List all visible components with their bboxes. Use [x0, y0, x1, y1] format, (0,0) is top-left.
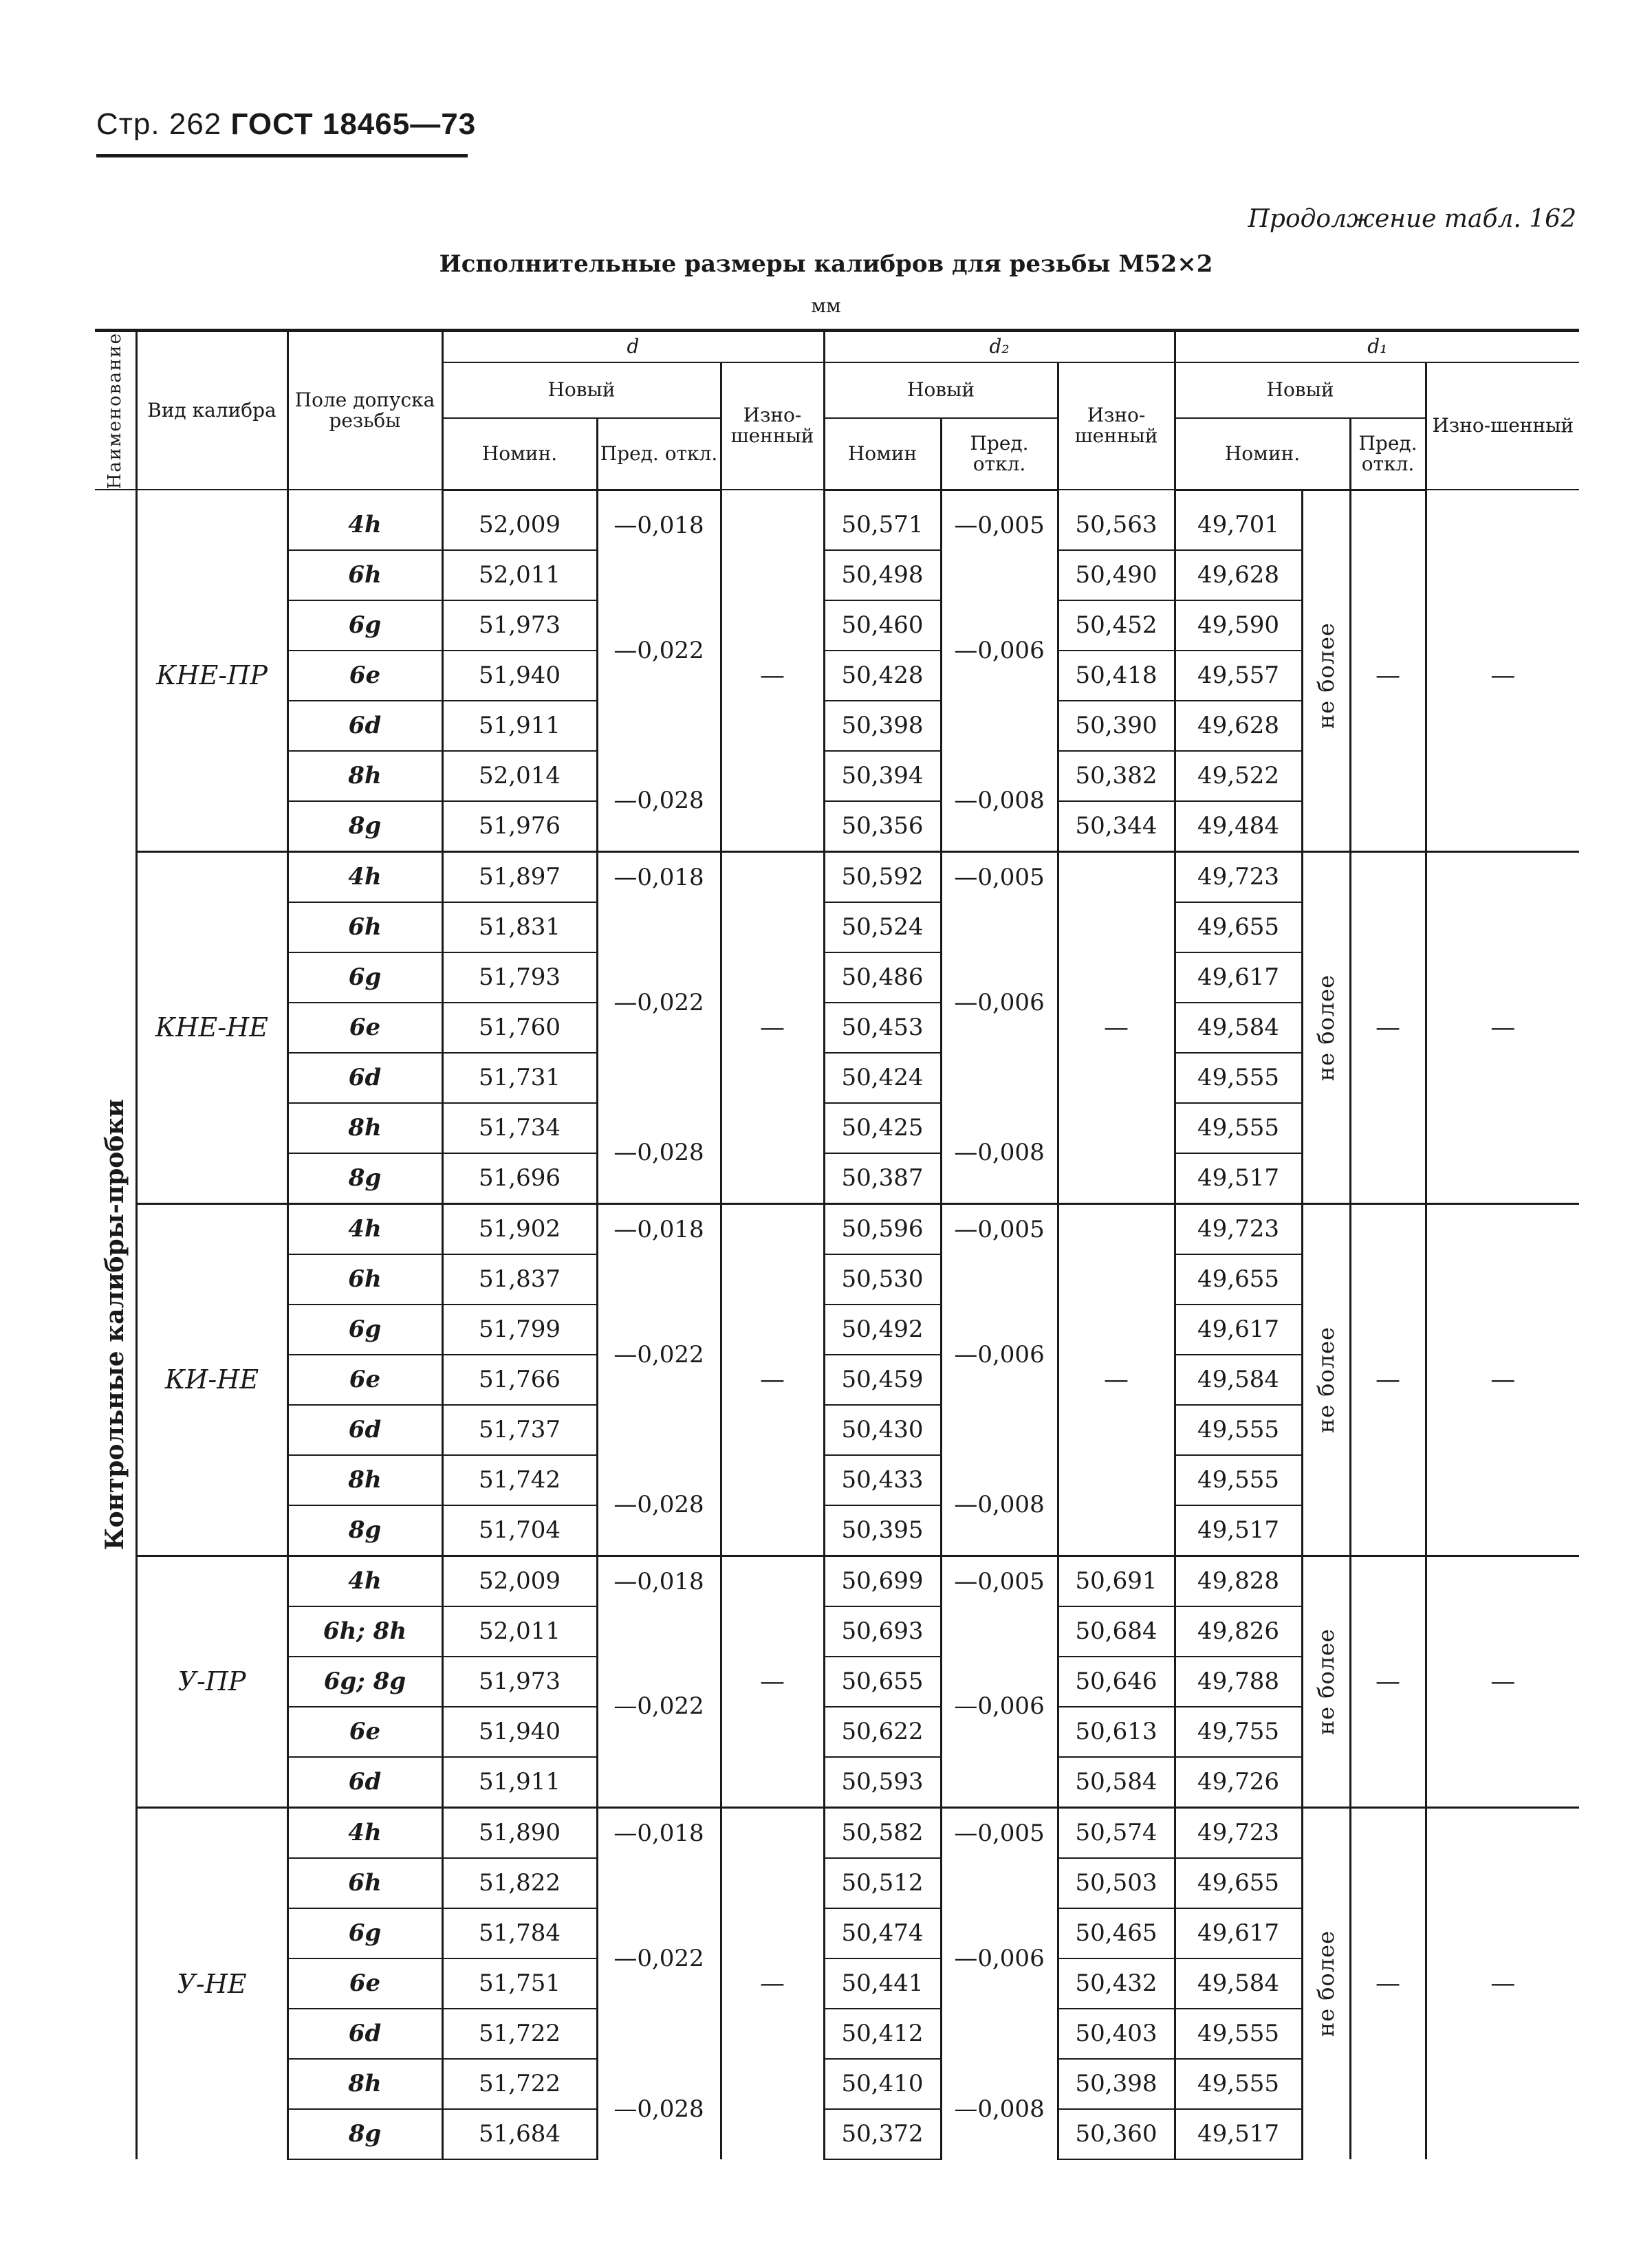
table-row: [95, 1203, 1579, 1254]
tolerance-field: 4h: [287, 851, 442, 902]
d2-deviation: —0,006: [941, 550, 1058, 751]
d2-nominal: 50,486: [824, 952, 941, 1003]
d-nominal: 51,704: [442, 1505, 597, 1556]
d2-nominal: 50,622: [824, 1707, 941, 1757]
d-deviation: —0,028: [597, 751, 721, 852]
gauge-type: [136, 851, 287, 1203]
d2-worn: 50,390: [1058, 701, 1175, 751]
d1-nominal: 49,826: [1175, 1606, 1302, 1657]
d2-worn: —: [1058, 1203, 1175, 1556]
d2-worn: 50,503: [1058, 1858, 1175, 1908]
d1-nominal: 49,590: [1175, 600, 1302, 651]
d1-nominal: 49,555: [1175, 2009, 1302, 2059]
d-nominal: 51,784: [442, 1908, 597, 1958]
d2-worn-header: Изно-шенный: [1058, 362, 1175, 490]
d1-deviation: —: [1350, 1556, 1426, 1807]
d-nominal: 51,911: [442, 1757, 597, 1808]
d2-worn: 50,646: [1058, 1657, 1175, 1707]
d-deviation: —0,018: [597, 1807, 721, 1858]
d-deviation: —0,022: [597, 550, 721, 751]
d1-nominal: 49,517: [1175, 2109, 1302, 2159]
gauge-type: [136, 1203, 287, 1556]
d2-nominal: 50,394: [824, 751, 941, 801]
d2-nominal: 50,592: [824, 851, 941, 902]
d-nominal: 51,760: [442, 1003, 597, 1053]
d-nominal: 52,011: [442, 550, 597, 600]
gauge-type-label: КИ-НЕ: [164, 1364, 259, 1395]
d1-nominal: 49,788: [1175, 1657, 1302, 1707]
tolerance-field: 4h: [287, 501, 442, 550]
d1-nominal: 49,555: [1175, 2059, 1302, 2109]
d2-nominal: 50,428: [824, 651, 941, 701]
d1-nominal: 49,617: [1175, 952, 1302, 1003]
d1-nomin-header: Номин.: [1175, 418, 1350, 490]
d2-nominal: 50,453: [824, 1003, 941, 1053]
d1-nominal: 49,723: [1175, 1807, 1302, 1858]
d2-nominal: 50,512: [824, 1858, 941, 1908]
d-nominal: 51,684: [442, 2109, 597, 2159]
d2-nominal: 50,410: [824, 2059, 941, 2109]
tolerance-field: 8g: [287, 2109, 442, 2159]
d-pred-header: Пред. откл.: [597, 418, 721, 490]
d2-nominal: 50,582: [824, 1807, 941, 1858]
d-nominal: 51,822: [442, 1858, 597, 1908]
d1-deviation: —: [1350, 1807, 1426, 2159]
tolerance-field: 8g: [287, 1153, 442, 1204]
d-nominal: 51,897: [442, 851, 597, 902]
d2-nominal: 50,441: [824, 1958, 941, 2009]
tolerance-field: 6g: [287, 600, 442, 651]
tolerance-field: 6g: [287, 1908, 442, 1958]
d-worn: —: [721, 501, 824, 852]
d1-deviation: —: [1350, 501, 1426, 852]
d2-worn: 50,432: [1058, 1958, 1175, 2009]
d2-worn: 50,452: [1058, 600, 1175, 651]
d2-new-header: Новый: [824, 362, 1058, 419]
table-row: [95, 1807, 1579, 1858]
d1-worn: —: [1426, 1807, 1579, 2159]
gauge-type-label: У-НЕ: [177, 1968, 247, 1999]
d2-nominal: 50,459: [824, 1355, 941, 1405]
d-deviation: —0,018: [597, 851, 721, 902]
d1-limit-note: [1302, 1807, 1350, 2159]
d1-nominal: 49,628: [1175, 701, 1302, 751]
header-rule: [96, 154, 468, 157]
d-nominal: 51,696: [442, 1153, 597, 1204]
d2-deviation: —0,006: [941, 1254, 1058, 1455]
d2-nomin-header: Номин: [824, 418, 941, 490]
gap-cell: [1175, 490, 1302, 501]
d1-nominal: 49,755: [1175, 1707, 1302, 1757]
d2-deviation: —0,005: [941, 1203, 1058, 1254]
gap-cell: [1426, 490, 1579, 501]
d1-nominal: 49,628: [1175, 550, 1302, 600]
d2-deviation: —0,008: [941, 1455, 1058, 1556]
d2-worn: 50,398: [1058, 2059, 1175, 2109]
d-nominal: 51,976: [442, 801, 597, 852]
d1-nominal: 49,655: [1175, 1254, 1302, 1305]
d2-deviation: —0,005: [941, 501, 1058, 550]
d2-nominal: 50,593: [824, 1757, 941, 1808]
d2-deviation: —0,006: [941, 1858, 1058, 2059]
d2-nominal: 50,424: [824, 1053, 941, 1103]
d2-worn: 50,574: [1058, 1807, 1175, 1858]
d2-nominal: 50,571: [824, 501, 941, 550]
d-nominal: 51,742: [442, 1455, 597, 1505]
d-nominal: 51,911: [442, 701, 597, 751]
tolerance-field: 6h: [287, 1254, 442, 1305]
tolerance-field: 4h: [287, 1807, 442, 1858]
d-nominal: 51,799: [442, 1305, 597, 1355]
d2-worn: 50,360: [1058, 2109, 1175, 2159]
d-nominal: 51,734: [442, 1103, 597, 1153]
d1-pred-header: Пред. откл.: [1350, 418, 1426, 490]
d-worn-header: Изно-шенный: [721, 362, 824, 490]
d1-nominal: 49,522: [1175, 751, 1302, 801]
d1-nominal: 49,617: [1175, 1305, 1302, 1355]
d2-worn: —: [1058, 851, 1175, 1203]
d2-worn: 50,584: [1058, 1757, 1175, 1808]
d-nominal: 51,837: [442, 1254, 597, 1305]
d-nominal: 52,009: [442, 501, 597, 550]
tolerance-field: 8h: [287, 1455, 442, 1505]
d1-nominal: 49,517: [1175, 1505, 1302, 1556]
gap-cell: [287, 490, 442, 501]
d-deviation: —0,022: [597, 902, 721, 1103]
d1-deviation: —: [1350, 851, 1426, 1203]
table-row: [95, 851, 1579, 902]
tolerance-field: 8h: [287, 2059, 442, 2109]
d1-worn: —: [1426, 501, 1579, 852]
d1-nominal: 49,555: [1175, 1405, 1302, 1455]
not-more-label: не более: [1313, 1930, 1340, 2038]
gap-cell: [1302, 490, 1350, 501]
d1-limit-note: [1302, 501, 1350, 852]
tolerance-field: 6e: [287, 1707, 442, 1757]
d-worn: —: [721, 1556, 824, 1807]
tolerance-field: 8h: [287, 751, 442, 801]
d2-pred-header: Пред. откл.: [941, 418, 1058, 490]
d1-limit-note: [1302, 1203, 1350, 1556]
gap-cell: [941, 490, 1058, 501]
d2-worn: 50,691: [1058, 1556, 1175, 1606]
tolerance-field: 8g: [287, 1505, 442, 1556]
d-nominal: 51,766: [442, 1355, 597, 1405]
d2-nominal: 50,395: [824, 1505, 941, 1556]
table-body: [95, 490, 1579, 2159]
d-deviation: —0,018: [597, 501, 721, 550]
d1-nominal: 49,484: [1175, 801, 1302, 852]
d2-nominal: 50,596: [824, 1203, 941, 1254]
tolerance-field: 8h: [287, 1103, 442, 1153]
col-name-header: Наименование: [95, 331, 136, 490]
page-number: Стр. 262: [96, 107, 222, 141]
table-row: [95, 1556, 1579, 1606]
d2-nominal: 50,530: [824, 1254, 941, 1305]
d2-deviation: —0,008: [941, 1103, 1058, 1204]
d1-nominal: 49,617: [1175, 1908, 1302, 1958]
d2-nominal: 50,398: [824, 701, 941, 751]
tolerance-field: 6e: [287, 1355, 442, 1405]
d-nominal: 51,737: [442, 1405, 597, 1455]
d-deviation: —0,028: [597, 2059, 721, 2159]
d-worn: —: [721, 1807, 824, 2159]
d-nominal: 51,973: [442, 1657, 597, 1707]
d2-deviation: —0,008: [941, 2059, 1058, 2159]
d2-worn: 50,490: [1058, 550, 1175, 600]
d1-limit-note: [1302, 1556, 1350, 1807]
gauge-type-label: КНЕ-НЕ: [155, 1012, 268, 1043]
d2-nominal: 50,425: [824, 1103, 941, 1153]
d2-worn: 50,613: [1058, 1707, 1175, 1757]
d-nomin-header: Номин.: [442, 418, 597, 490]
unit-label: мм: [811, 294, 841, 317]
col-d1-header: d₁: [1175, 331, 1579, 362]
d-worn: —: [721, 851, 824, 1203]
col-d2-header: d₂: [824, 331, 1175, 362]
d1-worn: —: [1426, 1203, 1579, 1556]
table-name-cell: [95, 490, 136, 2159]
d2-nominal: 50,699: [824, 1556, 941, 1606]
d2-nominal: 50,655: [824, 1657, 941, 1707]
not-more-label: не более: [1313, 622, 1340, 729]
d2-worn: 50,418: [1058, 651, 1175, 701]
d-deviation: —0,018: [597, 1203, 721, 1254]
d1-nominal: 49,517: [1175, 1153, 1302, 1204]
d-new-header: Новый: [442, 362, 721, 419]
d-nominal: 52,009: [442, 1556, 597, 1606]
d2-deviation: —0,006: [941, 902, 1058, 1103]
d1-nominal: 49,723: [1175, 1203, 1302, 1254]
col-d-header: d: [442, 331, 824, 362]
d-deviation: —0,022: [597, 1858, 721, 2059]
tolerance-field: 6h; 8h: [287, 1606, 442, 1657]
tolerance-field: 6d: [287, 1405, 442, 1455]
d2-nominal: 50,524: [824, 902, 941, 952]
gap-cell: [442, 490, 597, 501]
d-nominal: 51,940: [442, 1707, 597, 1757]
d1-nominal: 49,584: [1175, 1355, 1302, 1405]
d2-deviation: —0,005: [941, 1807, 1058, 1858]
d1-nominal: 49,555: [1175, 1455, 1302, 1505]
tolerance-field: 6h: [287, 550, 442, 600]
not-more-label: не более: [1313, 1628, 1340, 1735]
d2-worn: 50,344: [1058, 801, 1175, 852]
d1-nominal: 49,828: [1175, 1556, 1302, 1606]
tolerance-field: 6g: [287, 1305, 442, 1355]
d-nominal: 51,751: [442, 1958, 597, 2009]
tolerance-field: 4h: [287, 1203, 442, 1254]
d1-nominal: 49,723: [1175, 851, 1302, 902]
tolerance-field: 6d: [287, 701, 442, 751]
d1-nominal: 49,555: [1175, 1103, 1302, 1153]
d1-nominal: 49,557: [1175, 651, 1302, 701]
d2-worn: 50,465: [1058, 1908, 1175, 1958]
gap-cell: [1058, 490, 1175, 501]
d2-worn: 50,403: [1058, 2009, 1175, 2059]
gauge-type: [136, 1807, 287, 2159]
tolerance-field: 4h: [287, 1556, 442, 1606]
d2-nominal: 50,474: [824, 1908, 941, 1958]
d1-limit-note: [1302, 851, 1350, 1203]
standard-code: ГОСТ 18465—73: [230, 107, 477, 141]
d-worn: —: [721, 1203, 824, 1556]
d2-deviation: —0,008: [941, 751, 1058, 852]
d1-nominal: 49,655: [1175, 1858, 1302, 1908]
table-title: Исполнительные размеры калибров для резьбы М52×2: [439, 250, 1213, 278]
tolerance-field: 6g: [287, 952, 442, 1003]
gap-cell: [1350, 490, 1426, 501]
tolerance-field: 6e: [287, 651, 442, 701]
d2-deviation: —0,006: [941, 1606, 1058, 1808]
gauge-type-label: У-ПР: [177, 1666, 246, 1697]
d2-nominal: 50,693: [824, 1606, 941, 1657]
d1-nominal: 49,555: [1175, 1053, 1302, 1103]
d2-worn: 50,684: [1058, 1606, 1175, 1657]
d2-nominal: 50,412: [824, 2009, 941, 2059]
d2-nominal: 50,430: [824, 1405, 941, 1455]
d-deviation: —0,022: [597, 1606, 721, 1808]
tolerance-field: 6e: [287, 1958, 442, 2009]
tolerance-field: 6h: [287, 902, 442, 952]
not-more-label: не более: [1313, 1326, 1340, 1433]
d-nominal: 51,722: [442, 2009, 597, 2059]
tolerance-field: 6g; 8g: [287, 1657, 442, 1707]
d2-nominal: 50,498: [824, 550, 941, 600]
d2-deviation: —0,005: [941, 851, 1058, 902]
tolerance-field: 6d: [287, 1053, 442, 1103]
d2-worn: 50,382: [1058, 751, 1175, 801]
d1-new-header: Новый: [1175, 362, 1426, 419]
not-more-label: не более: [1313, 974, 1340, 1081]
d-nominal: 52,014: [442, 751, 597, 801]
gap-cell: [721, 490, 824, 501]
gap-cell: [136, 490, 287, 501]
d2-nominal: 50,460: [824, 600, 941, 651]
d2-nominal: 50,372: [824, 2109, 941, 2159]
page-header: [96, 107, 476, 142]
d-deviation: —0,028: [597, 1455, 721, 1556]
d1-deviation: —: [1350, 1203, 1426, 1556]
d-nominal: 51,831: [442, 902, 597, 952]
continuation-label: Продолжение табл. 162: [1248, 205, 1576, 233]
d2-worn: 50,563: [1058, 501, 1175, 550]
header-gap-row: [95, 490, 1579, 501]
tolerance-field: 6e: [287, 1003, 442, 1053]
d1-nominal: 49,655: [1175, 902, 1302, 952]
gap-cell: [597, 490, 721, 501]
tolerance-field: 8g: [287, 801, 442, 852]
d-deviation: —0,022: [597, 1254, 721, 1455]
d-nominal: 51,722: [442, 2059, 597, 2109]
table-row: [95, 501, 1579, 550]
d-deviation: —0,018: [597, 1556, 721, 1606]
d-nominal: 51,731: [442, 1053, 597, 1103]
table-name: Контрольные калибры-пробки: [100, 1099, 130, 1551]
gauge-dimensions-table: [95, 329, 1579, 2160]
gauge-type: [136, 501, 287, 852]
d1-nominal: 49,584: [1175, 1958, 1302, 2009]
d-nominal: 51,902: [442, 1203, 597, 1254]
col-vid-header: Вид калибра: [136, 331, 287, 490]
tolerance-field: 6d: [287, 2009, 442, 2059]
d-nominal: 51,890: [442, 1807, 597, 1858]
tolerance-field: 6h: [287, 1858, 442, 1908]
d1-worn: —: [1426, 851, 1579, 1203]
d1-nominal: 49,584: [1175, 1003, 1302, 1053]
d-nominal: 51,793: [442, 952, 597, 1003]
d2-deviation: —0,005: [941, 1556, 1058, 1606]
d-nominal: 52,011: [442, 1606, 597, 1657]
d2-nominal: 50,356: [824, 801, 941, 852]
gauge-type: [136, 1556, 287, 1807]
tolerance-field: 6d: [287, 1757, 442, 1808]
d1-worn-header: Изно-шенный: [1426, 362, 1579, 490]
gauge-type-label: КНЕ-ПР: [156, 660, 268, 691]
d2-nominal: 50,387: [824, 1153, 941, 1204]
d2-nominal: 50,492: [824, 1305, 941, 1355]
d-nominal: 51,973: [442, 600, 597, 651]
col-pole-header: Поле допуска резьбы: [287, 331, 442, 490]
d2-nominal: 50,433: [824, 1455, 941, 1505]
gap-cell: [824, 490, 941, 501]
d-deviation: —0,028: [597, 1103, 721, 1204]
d1-nominal: 49,701: [1175, 501, 1302, 550]
d-nominal: 51,940: [442, 651, 597, 701]
d1-nominal: 49,726: [1175, 1757, 1302, 1808]
d1-worn: —: [1426, 1556, 1579, 1807]
